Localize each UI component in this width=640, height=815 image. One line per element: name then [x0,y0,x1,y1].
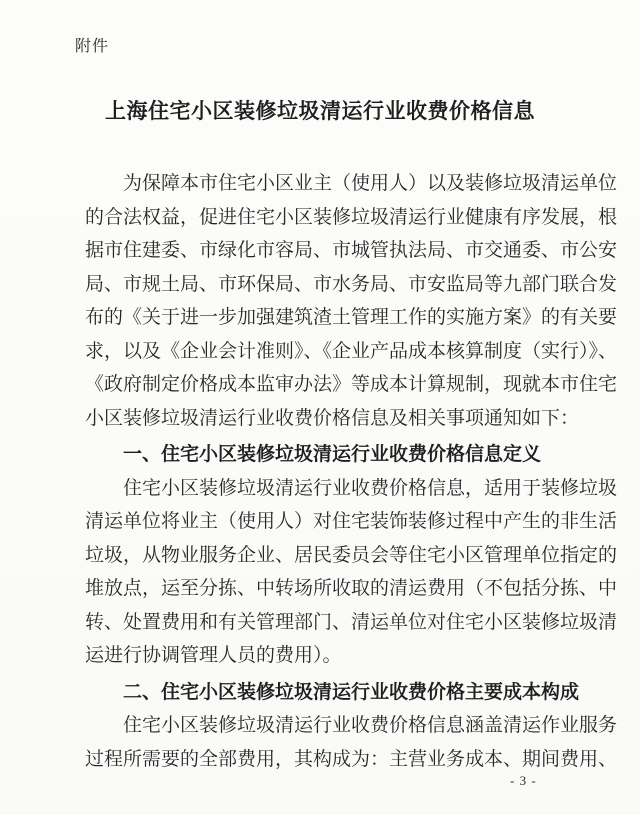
paragraph [85,709,618,776]
paragraph-line: 堆放点，运至分拣、中转场所收取的清运费用（不包括分拣、中 [85,578,618,599]
paragraph-line: 垃圾，从物业服务企业、居民委员会等住宅小区管理单位指定的 [85,544,618,566]
document-body [85,167,618,776]
paragraph-line: 住宅小区装修垃圾清运行业收费价格信息，适用于装修垃圾 [123,477,618,499]
paragraph [85,167,618,435]
paragraph-line: 住宅小区装修垃圾清运行业收费价格信息涵盖清运作业服务 [123,715,618,736]
paragraph-line: 的合法权益，促进住宅小区装修垃圾清运行业健康有序发展，根 [85,206,618,228]
paragraph-line: 据市住建委、市绿化市容局、市城管执法局、市交通委、市公安 [85,240,618,261]
paragraph [85,472,618,673]
paragraph-line: 运进行协调管理人员的费用）。 [85,645,342,666]
paragraph-line: 局、市规土局、市环保局、市水务局、市安监局等九部门联合发 [85,273,618,295]
attachment-label: 附件 [75,38,110,55]
paragraph-line: 求，以及《企业会计准则》、《企业产品成本核算制度（实行）》、 [85,340,618,362]
page-number: - 3 - [510,773,537,788]
paragraph-line: 小区装修垃圾清运行业收费价格信息及相关事项通知如下： [85,407,580,429]
paragraph-line: 过程所需要的全部费用，其构成为：主营业务成本、期间费用、 [85,748,618,770]
paragraph-line: 《政府制定价格成本监审办法》等成本计算规制，现就本市住宅 [85,374,618,395]
paragraph-line: 转、处置费用和有关管理部门、清运单位对住宅小区装修垃圾清 [85,611,618,633]
paragraph-line: 为保障本市住宅小区业主（使用人）以及装修垃圾清运单位 [123,173,618,194]
document-title: 上海住宅小区装修垃圾清运行业收费价格信息 [105,100,535,123]
paragraph-line: 布的《关于进一步加强建筑渣土管理工作的实施方案》的有关要 [85,307,618,328]
paragraph-line: 清运单位将业主（使用人）对住宅装饰装修过程中产生的非生活 [85,511,618,532]
section-heading: 一、住宅小区装修垃圾清运行业收费价格信息定义 [123,444,542,465]
section-heading: 二、住宅小区装修垃圾清运行业收费价格主要成本构成 [123,681,580,703]
